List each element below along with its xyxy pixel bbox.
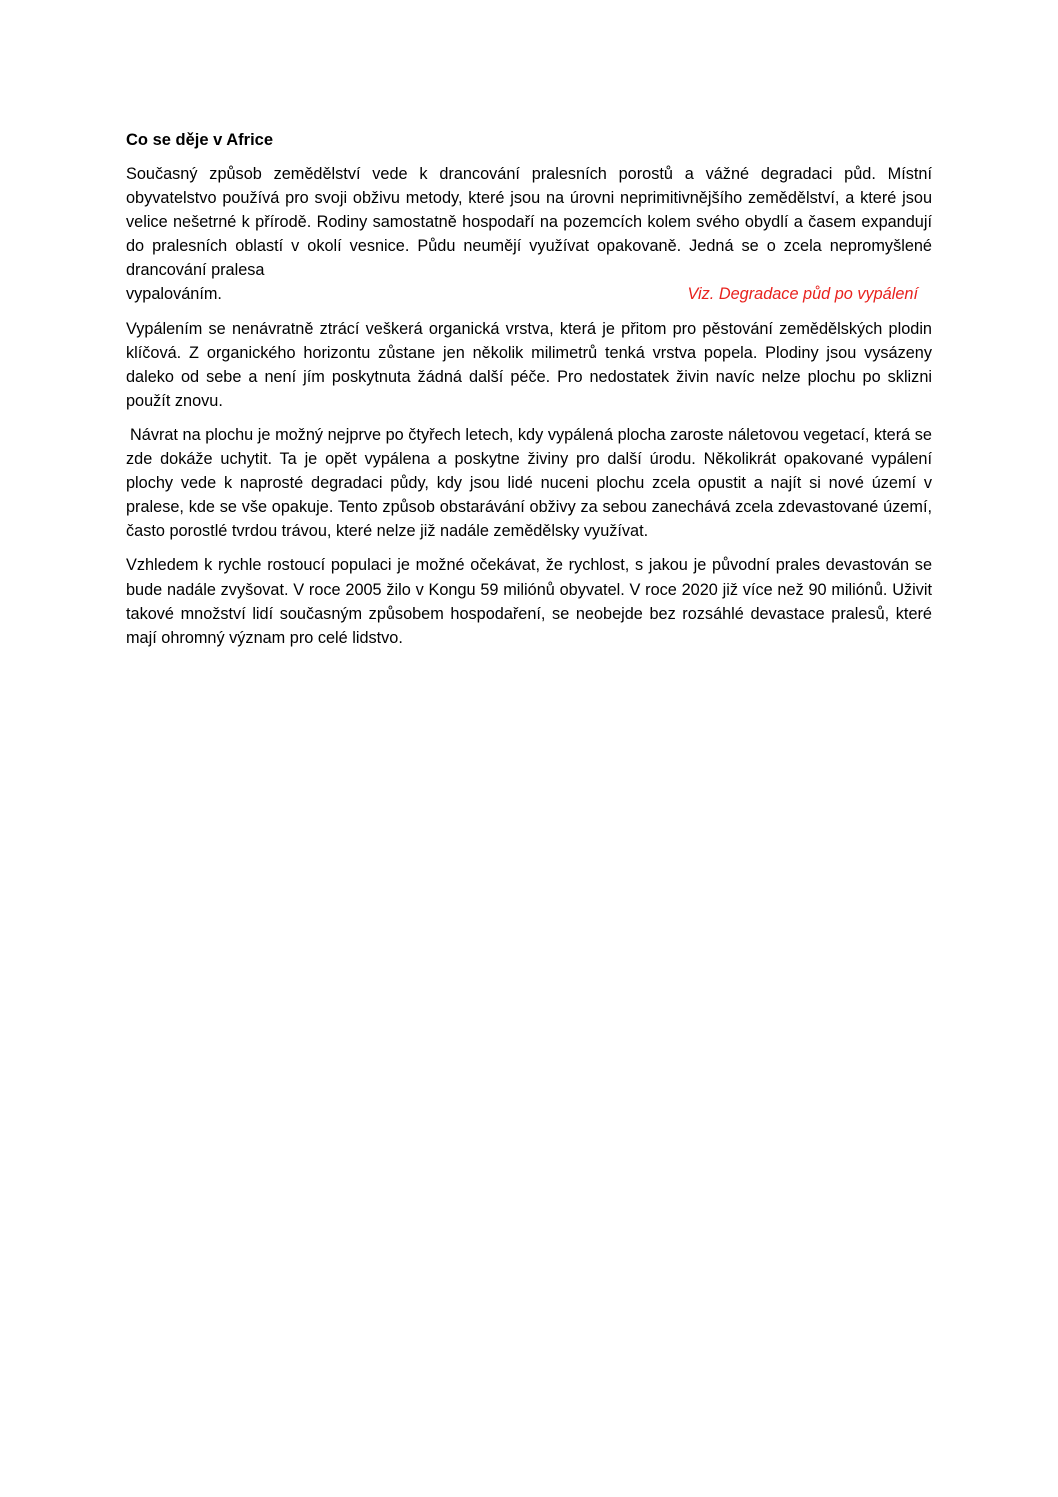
- reference-link-soil-degradation[interactable]: Viz. Degradace půd po vypálení: [687, 285, 918, 304]
- paragraph-1-last-line: [126, 282, 932, 306]
- paragraph-return-to-plot: Návrat na plochu je možný nejprve po čtyřech letech, kdy vypálená plocha zaroste náletovou vegetací, která se zde dokáže uchytit. Ta je opět vypálena a poskytne živiny pro další úrodu. Několikrát opakované vypálení plochy vede k naprosté degradaci půdy, kdy jsou lidé nuceni plochu zcela opustit a najít si nové území v pralese, kde se vše opakuje. Tento způsob obstarávání obživy za sebou zanechává zcela zdevastované území, často porostlé tvrdou trávou, které nelze již nadále zemědělsky využívat.: [126, 425, 932, 541]
- paragraph-burning-effects: Vypálením se nenávratně ztrácí veškerá organická vrstva, která je přitom pro pěstování zemědělských plodin klíčová. Z organického horizontu zůstane jen několik milimetrů tenká vrstva popela. Plodiny jsou vysázeny daleko od sebe a není jím poskytnuta žádná další péče. Pro nedostatek živin navíc nelze plochu po sklizni použít znovu.: [126, 319, 932, 410]
- paragraph-population-growth: Vzhledem k rychle rostoucí populaci je možné očekávat, že rychlost, s jakou je původní prales devastován se bude nadále zvyšovat. V roce 2005 žilo v Kongu 59 miliónů obyvatel. V roce 2020 již více než 90 miliónů. Uživit takové množství lidí současným způsobem hospodaření, se neobejde bez rozsáhlé devastace pralesů, které mají ohromný význam pro celé lidstvo.: [126, 556, 932, 647]
- section-heading: Co se děje v Africe: [126, 131, 274, 149]
- paragraph-1-text: Současný způsob zemědělství vede k drancování pralesních porostů a vážné degradaci půd. Místní obyvatelstvo používá pro svoji obživu metody, které jsou na úrovni neprimitivnějšího zemědělství, a které jsou velice nešetrné k přírodě. Rodiny samostatně hospodaří na pozemcích kolem svého obydlí a časem expandují do pralesních oblastí v okolí vesnice. Půdu neumějí využívat opakovaně. Jedná se o zcela nepromyšlené drancování pralesa: [126, 165, 932, 280]
- document-page: [126, 128, 932, 660]
- paragraph-1-end: vypalováním.: [126, 285, 222, 304]
- paragraph-farming-practices: [126, 162, 932, 307]
